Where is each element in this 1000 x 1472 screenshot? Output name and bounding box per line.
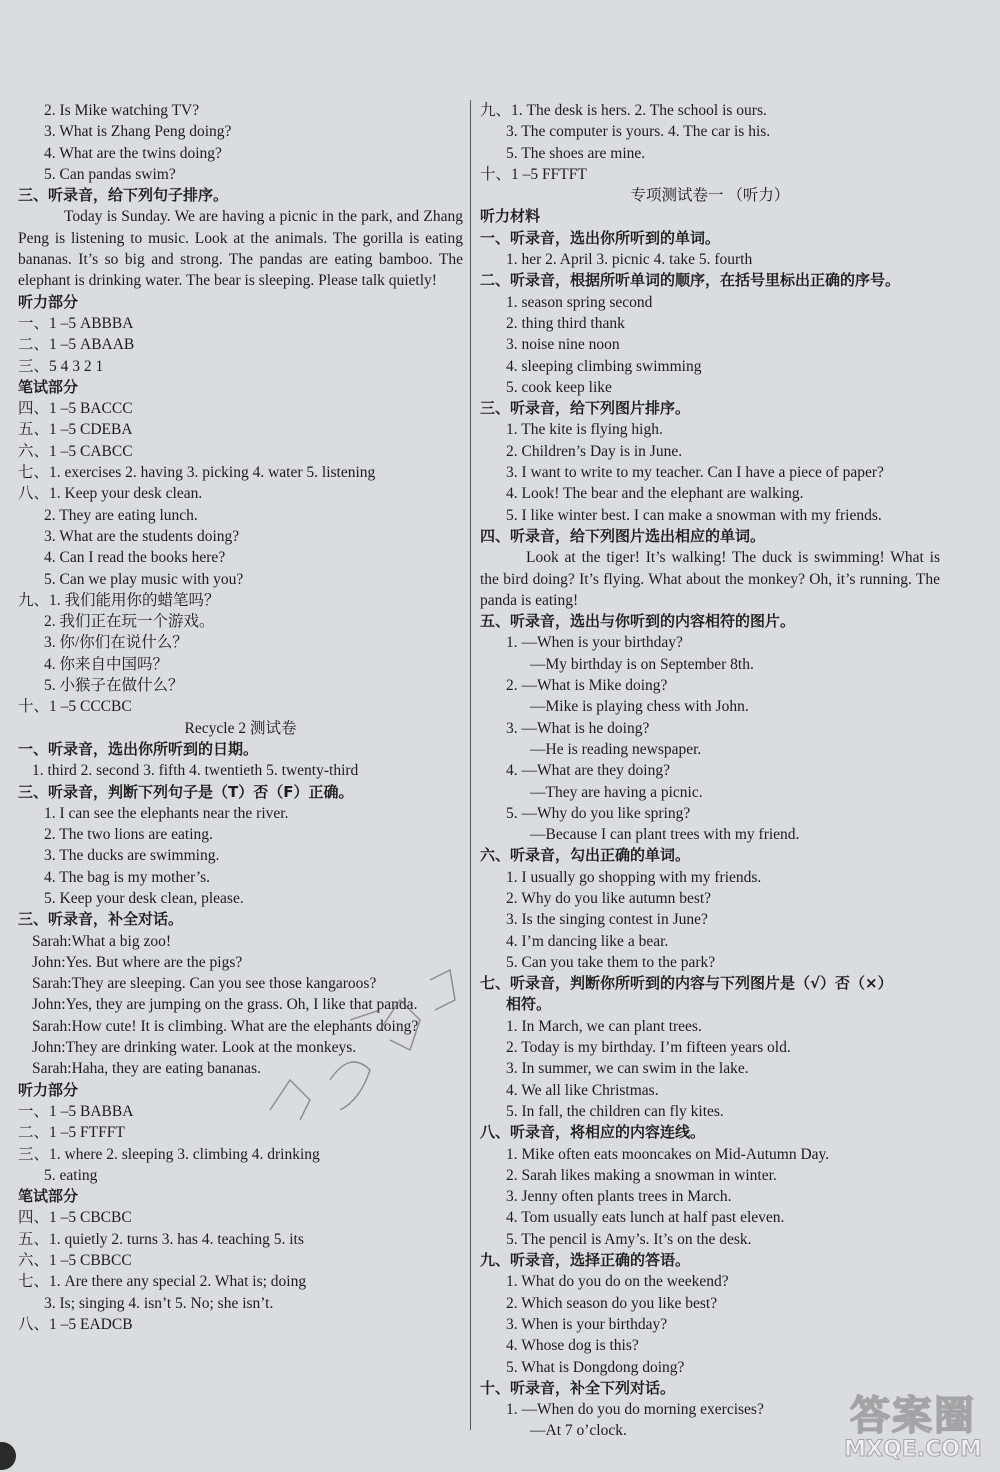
text-line: 四、1 –5 BACCC: [18, 400, 133, 418]
dialogue-line: [18, 931, 463, 952]
column-divider: [470, 100, 471, 1430]
text-line: 5. Keep your desk clean, please.: [44, 889, 244, 907]
text-line: 4. I’m dancing like a bear.: [506, 932, 669, 950]
text-line: 二、1 –5 FTFFT: [18, 1124, 125, 1142]
speaker: John:: [32, 1039, 66, 1057]
text-line: 3. noise nine noon: [506, 336, 620, 354]
speaker: Sarah:: [32, 1017, 72, 1035]
text-line: 4. —What are they doing?: [506, 762, 670, 780]
text-line: —He is reading newspaper.: [530, 740, 702, 758]
text-line: —At 7 o’clock.: [530, 1422, 627, 1440]
text-line: 1. In March, we can plant trees.: [506, 1017, 702, 1035]
text-line: 5. The pencil is Amy’s. It’s on the desk.: [506, 1230, 752, 1248]
speech: They are sleeping. Can you see those kangaroos?: [71, 975, 377, 993]
text-line: 六、1 –5 CABCC: [18, 442, 133, 460]
text-line: 2. Sarah likes making a snowman in winter.: [506, 1166, 777, 1184]
text-line: Recycle 2 测试卷: [184, 719, 297, 737]
text-line: 5. Can we play music with you?: [44, 570, 244, 588]
text-line: 八、1 –5 EADCB: [18, 1315, 133, 1333]
text-line: 4. Tom usually eats lunch at half past eleven.: [506, 1209, 785, 1227]
section-heading: 七、听录音，判断你所听到的内容与下列图片是（√）否（×）: [480, 974, 893, 993]
text-line: 2. Is Mike watching TV?: [44, 102, 200, 119]
text-line: 3. 你/你们在说什么？: [44, 634, 188, 652]
text-line: 5. 小猴子在做什么？: [44, 677, 184, 695]
section-heading: 八、听录音，将相应的内容连线。: [480, 1123, 706, 1142]
text-line: 十、1 –5 FFTFT: [480, 165, 587, 183]
section-heading: 三、听录音，补全对话。: [18, 910, 184, 929]
section-heading: 六、听录音，勾出正确的单词。: [480, 846, 691, 865]
text-line: 2. 我们正在玩一个游戏。: [44, 613, 215, 631]
text-line: 1. third 2. second 3. fifth 4. twentieth 5. twenty-third: [32, 762, 359, 780]
section-heading: 听力材料: [480, 207, 541, 226]
text-line: 4. We all like Christmas.: [506, 1081, 659, 1099]
speaker: Sarah:: [32, 1060, 72, 1078]
text-line: 5. The shoes are mine.: [506, 144, 646, 162]
text-line: 五、1 –5 CDEBA: [18, 421, 133, 439]
speech: Yes, they are jumping on the grass. Oh, I like that panda.: [65, 996, 418, 1014]
section-heading: 一、听录音，选出你所听到的单词。: [480, 228, 721, 247]
text-line: 4. sleeping climbing swimming: [506, 357, 702, 375]
page-corner-mark: [0, 1442, 16, 1470]
text-line: —Mike is playing chess with John.: [530, 698, 749, 716]
section-heading: 九、听录音，选择正确的答语。: [480, 1251, 691, 1270]
text-line: 3. When is your birthday?: [506, 1315, 668, 1333]
text-line: 5. I like winter best. I can make a snowman with my friends.: [506, 506, 882, 524]
text-line: 5. In fall, the children can fly kites.: [506, 1102, 724, 1120]
text-line: —Because I can plant trees with my friend.: [530, 826, 800, 844]
section-heading: 一、听录音，选出你所听到的日期。: [18, 739, 259, 758]
text-line: 3. —What is he doing?: [506, 719, 650, 737]
text-line: 三、5 4 3 2 1: [18, 357, 104, 375]
text-line: 2. —What is Mike doing?: [506, 677, 668, 695]
watermark-logo: [838, 1392, 988, 1464]
text-line: 1. her 2. April 3. picnic 4. take 5. fourth: [506, 251, 753, 269]
text-line: 3. I want to write to my teacher. Can I have a piece of paper?: [506, 464, 884, 482]
section-heading: 听力部分: [18, 1080, 79, 1099]
text-line: 5. Can pandas swim?: [44, 165, 176, 183]
text-line: 4. 你来自中国吗？: [44, 655, 169, 673]
text-line: 七、1. Are there any special 2. What is; doing: [18, 1273, 307, 1291]
text-line: 1. What do you do on the weekend?: [506, 1273, 729, 1291]
paragraph: Today is Sunday. We are having a picnic in the park, and Zhang Peng is listening to music. Look at the animals. The gorilla is eating bananas. It’s so big and strong. The pandas are eating bamboo. The elephant is drinking water. The bear is sleeping. Please talk quietly!: [18, 208, 463, 290]
text-line: 四、1 –5 CBCBC: [18, 1209, 132, 1227]
text-line: 3. What is Zhang Peng doing?: [44, 123, 232, 141]
text-line: 4. Look! The bear and the elephant are walking.: [506, 485, 804, 503]
text-line: 4. Can I read the books here?: [44, 549, 226, 567]
watermark-cn: 答案圈: [850, 1393, 976, 1439]
text-line: 2. Today is my birthday. I’m fifteen years old.: [506, 1039, 791, 1057]
watermark-en: MXQE.COM: [844, 1437, 982, 1462]
text-line: 一、1 –5 BABBA: [18, 1102, 134, 1120]
text-line: 1. season spring second: [506, 293, 653, 311]
handwriting-scribble: [250, 960, 470, 1130]
text-line: 专项测试卷一 （听力）: [630, 187, 790, 205]
text-line: 二、1 –5 ABAAB: [18, 336, 135, 354]
text-line: 1. The kite is flying high.: [506, 421, 663, 439]
section-heading: 笔试部分: [18, 1187, 79, 1206]
text-line: 3. Jenny often plants trees in March.: [506, 1188, 732, 1206]
text-line: 5. eating: [44, 1166, 98, 1184]
text-line: 六、1 –5 CBBCC: [18, 1252, 132, 1270]
section-heading: 四、听录音，给下列图片选出相应的单词。: [480, 526, 766, 545]
text-line: 1. —When do you do morning exercises?: [506, 1401, 764, 1419]
text-line: 4. The bag is my mother’s.: [44, 868, 211, 886]
section-heading: 二、听录音，根据所听单词的顺序，在括号里标出正确的序号。: [480, 271, 901, 290]
section-heading: 听力部分: [18, 292, 79, 311]
text-line: 4. Whose dog is this?: [506, 1337, 639, 1355]
text-line: 3. Is; singing 4. isn’t 5. No; she isn’t.: [44, 1294, 274, 1312]
text-line: 九、1. 我们能用你的蜡笔吗？: [18, 591, 220, 609]
text-line: 七、1. exercises 2. having 3. picking 4. water 5. listening: [18, 464, 376, 482]
text-line: 1. I can see the elephants near the river.: [44, 804, 289, 822]
left-column: [18, 100, 463, 1335]
text-line: 2. They are eating lunch.: [44, 506, 198, 524]
text-line: 三、1. where 2. sleeping 3. climbing 4. drinking: [18, 1145, 320, 1163]
text-line: 2. thing third thank: [506, 314, 625, 332]
section-heading: 笔试部分: [18, 377, 79, 396]
speaker: John:: [32, 953, 66, 971]
text-line: 5. cook keep like: [506, 378, 612, 396]
text-line: —My birthday is on September 8th.: [530, 655, 754, 673]
text-line: 1. I usually go shopping with my friends.: [506, 868, 762, 886]
text-line: 3. In summer, we can swim in the lake.: [506, 1060, 749, 1078]
text-line: —They are having a picnic.: [530, 783, 703, 801]
text-line: 1. —When is your birthday?: [506, 634, 683, 652]
speech: Haha, they are eating bananas.: [71, 1060, 261, 1078]
section-heading: 十、听录音，补全下列对话。: [480, 1378, 676, 1397]
text-line: 2. Why do you like autumn best?: [506, 889, 712, 907]
text-line: 2. The two lions are eating.: [44, 826, 213, 844]
speaker: John:: [32, 996, 66, 1014]
text-line: 2. Children’s Day is in June.: [506, 442, 683, 460]
speech: What a big zoo!: [71, 932, 172, 950]
section-heading: 三、听录音，给下列句子排序。: [18, 186, 229, 205]
paragraph: Look at the tiger! It’s walking! The duck is swimming! What is the bird doing? It’s flying. What about the monkey? Oh, it’s running. The panda is eating!: [480, 549, 940, 609]
section-heading: 五、听录音，选出与你听到的内容相符的图片。: [480, 612, 796, 631]
text-line: 5. What is Dongdong doing?: [506, 1358, 685, 1376]
section-heading: 三、听录音，给下列图片排序。: [480, 399, 691, 418]
text-line: 5. —Why do you like spring?: [506, 804, 691, 822]
text-line: 3. What are the students doing?: [44, 527, 240, 545]
speech: They are drinking water. Look at the monkeys.: [65, 1039, 357, 1057]
text-line: 3. Is the singing contest in June?: [506, 911, 708, 929]
text-line: 九、1. The desk is hers. 2. The school is ours.: [480, 102, 767, 119]
section-heading: 三、听录音，判断下列句子是（T）否（F）正确。: [18, 782, 354, 801]
speech: How cute! It is climbing. What are the elephants doing?: [71, 1017, 419, 1035]
text-line: 5. Can you take them to the park?: [506, 953, 716, 971]
speech: Yes. But where are the pigs?: [65, 953, 243, 971]
speaker: Sarah:: [32, 975, 72, 993]
text-line: 3. The ducks are swimming.: [44, 847, 220, 865]
text-line: 1. Mike often eats mooncakes on Mid-Autumn Day.: [506, 1145, 830, 1163]
speaker: Sarah:: [32, 932, 72, 950]
text-line: 3. The computer is yours. 4. The car is his.: [506, 123, 771, 141]
text-line: 八、1. Keep your desk clean.: [18, 485, 203, 503]
text-line: 2. Which season do you like best?: [506, 1294, 718, 1312]
right-column: [480, 100, 940, 1442]
text-line: 五、1. quietly 2. turns 3. has 4. teaching 5. its: [18, 1230, 304, 1248]
text-line: 4. What are the twins doing?: [44, 144, 222, 162]
text-line: 一、1 –5 ABBBA: [18, 314, 134, 332]
text-line: 十、1 –5 CCCBC: [18, 698, 132, 716]
section-heading: 相符。: [506, 995, 552, 1014]
